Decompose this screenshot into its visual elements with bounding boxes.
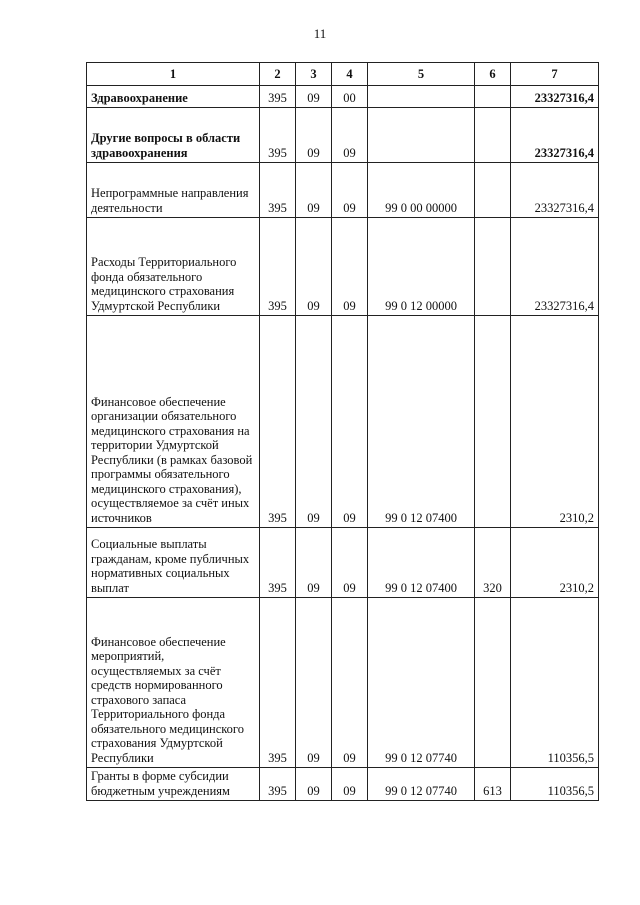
row-amount-cell: 2310,2: [511, 316, 599, 528]
table-row: [87, 316, 599, 528]
row-expense-type-cell: [475, 218, 511, 316]
table-row: [87, 86, 599, 108]
row-section-cell: 09: [296, 598, 332, 768]
header-cell-6: 6: [475, 63, 511, 86]
row-expense-type-cell: [475, 163, 511, 218]
row-expense-type-cell: 613: [475, 768, 511, 801]
row-name-cell: Гранты в форме субсидии бюджетным учреждениям: [87, 768, 260, 801]
row-expense-type-cell: 320: [475, 528, 511, 598]
row-section-cell: 09: [296, 768, 332, 801]
row-subsection-cell: 09: [332, 316, 368, 528]
row-name-cell: Другие вопросы в области здравоохранения: [87, 108, 260, 163]
row-target-article-cell: 99 0 00 00000: [368, 163, 475, 218]
row-name-cell: Расходы Территориального фонда обязательного медицинского страхования Удмуртской Республики: [87, 218, 260, 316]
row-subsection-cell: 09: [332, 598, 368, 768]
row-amount-cell: 23327316,4: [511, 108, 599, 163]
row-target-article-cell: 99 0 12 07400: [368, 316, 475, 528]
row-target-article-cell: [368, 108, 475, 163]
row-amount-cell: 23327316,4: [511, 163, 599, 218]
row-admin-code-cell: 395: [260, 598, 296, 768]
row-section-cell: 09: [296, 108, 332, 163]
table-body: [87, 86, 599, 801]
row-name-cell: Непрограммные направления деятельности: [87, 163, 260, 218]
row-section-cell: 09: [296, 86, 332, 108]
header-cell-5: 5: [368, 63, 475, 86]
table-row: [87, 528, 599, 598]
row-subsection-cell: 00: [332, 86, 368, 108]
row-amount-cell: 110356,5: [511, 768, 599, 801]
header-cell-4: 4: [332, 63, 368, 86]
row-target-article-cell: [368, 86, 475, 108]
table-row: [87, 768, 599, 801]
table-row: [87, 598, 599, 768]
row-expense-type-cell: [475, 108, 511, 163]
row-amount-cell: 2310,2: [511, 528, 599, 598]
row-admin-code-cell: 395: [260, 528, 296, 598]
row-name-cell: Социальные выплаты гражданам, кроме публичных нормативных социальных выплат: [87, 528, 260, 598]
row-expense-type-cell: [475, 598, 511, 768]
header-cell-2: 2: [260, 63, 296, 86]
row-expense-type-cell: [475, 86, 511, 108]
row-subsection-cell: 09: [332, 108, 368, 163]
row-expense-type-cell: [475, 316, 511, 528]
row-subsection-cell: 09: [332, 528, 368, 598]
table-row: [87, 218, 599, 316]
row-admin-code-cell: 395: [260, 108, 296, 163]
row-section-cell: 09: [296, 316, 332, 528]
table-row: [87, 108, 599, 163]
row-admin-code-cell: 395: [260, 218, 296, 316]
row-subsection-cell: 09: [332, 768, 368, 801]
page-number: 11: [313, 26, 327, 41]
header-row: [87, 63, 599, 86]
table-row: [87, 163, 599, 218]
row-subsection-cell: 09: [332, 218, 368, 316]
row-name-cell: Финансовое обеспечение организации обязательного медицинского страхования на территории Удмуртской Республики (в рамках базовой программы обязательного медицинского страхования), осуществляемое за счёт иных источников: [87, 316, 260, 528]
header-cell-3: 3: [296, 63, 332, 86]
row-name-cell: Здравоохранение: [87, 86, 260, 108]
row-target-article-cell: 99 0 12 07400: [368, 528, 475, 598]
row-target-article-cell: 99 0 12 07740: [368, 768, 475, 801]
row-target-article-cell: 99 0 12 00000: [368, 218, 475, 316]
row-amount-cell: 23327316,4: [511, 218, 599, 316]
row-amount-cell: 23327316,4: [511, 86, 599, 108]
row-subsection-cell: 09: [332, 163, 368, 218]
row-admin-code-cell: 395: [260, 163, 296, 218]
row-section-cell: 09: [296, 218, 332, 316]
row-admin-code-cell: 395: [260, 86, 296, 108]
budget-table: [86, 62, 599, 801]
row-target-article-cell: 99 0 12 07740: [368, 598, 475, 768]
row-admin-code-cell: 395: [260, 316, 296, 528]
header-cell-1: 1: [87, 63, 260, 86]
row-name-cell: Финансовое обеспечение мероприятий, осуществляемых за счёт средств нормированного страхового запаса Территориального фонда обязательного медицинского страхования Удмуртской Республики: [87, 598, 260, 768]
row-section-cell: 09: [296, 163, 332, 218]
header-cell-7: 7: [511, 63, 599, 86]
row-amount-cell: 110356,5: [511, 598, 599, 768]
row-admin-code-cell: 395: [260, 768, 296, 801]
row-section-cell: 09: [296, 528, 332, 598]
